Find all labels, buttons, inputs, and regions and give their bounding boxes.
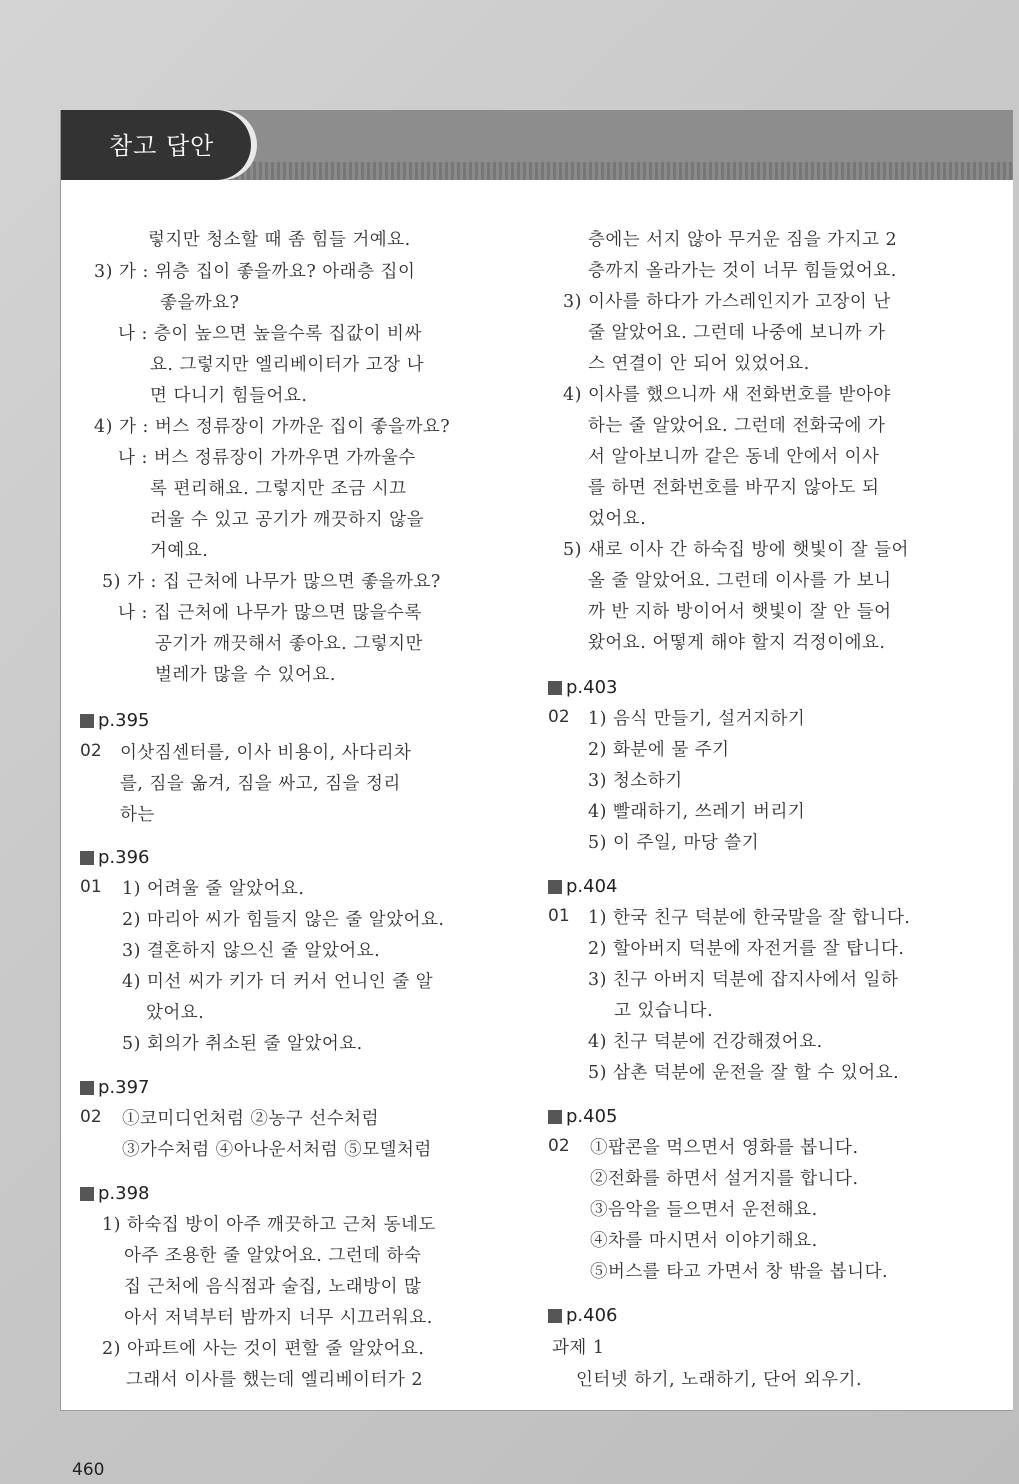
question-number: 02: [80, 1107, 102, 1127]
section-heading: [80, 710, 150, 731]
text-line: 를 하면 전화번호를 바꾸지 않아도 되: [588, 478, 880, 498]
text-line: 하는: [120, 805, 155, 825]
square-bullet-icon: [80, 851, 94, 865]
section-label: p.403: [566, 677, 618, 698]
text-line: 벌레가 많을 수 있어요.: [155, 665, 336, 685]
page-number: 460: [72, 1460, 105, 1480]
text-line: ①코미디언처럼 ②농구 선수처럼: [122, 1109, 379, 1129]
text-line: 3) 이사를 하다가 가스레인지가 고장이 난: [563, 292, 891, 312]
square-bullet-icon: [548, 1309, 562, 1323]
text-line: 4) 빨래하기, 쓰레기 버리기: [588, 802, 806, 822]
text-line: 아주 조용한 줄 알았어요. 그런데 하숙: [124, 1246, 422, 1266]
page-title: 참고 답안: [109, 132, 215, 160]
text-line: 줄 알았어요. 그런데 나중에 보니까 가: [588, 323, 886, 343]
question-number: 01: [548, 906, 570, 926]
text-line: 5) 이 주일, 마당 쓸기: [588, 833, 760, 853]
section-heading: [548, 876, 618, 897]
square-bullet-icon: [548, 880, 562, 894]
text-line: 1) 한국 친구 덕분에 한국말을 잘 합니다.: [588, 908, 911, 928]
text-line: 까 반 지하 방이어서 햇빛이 잘 안 들어: [588, 602, 892, 622]
section-heading: [548, 677, 618, 698]
text-line: 층에는 서지 않아 무거운 짐을 가지고 2: [588, 230, 898, 250]
task-label: 과제 1: [552, 1338, 605, 1358]
section-label: p.396: [98, 847, 150, 868]
text-line: 그래서 이사를 했는데 엘리베이터가 2: [126, 1370, 423, 1390]
text-line: ①팝콘을 먹으면서 영화를 봅니다.: [590, 1138, 859, 1158]
section-label: p.398: [98, 1183, 150, 1204]
text-line: 5) 새로 이사 간 하숙집 방에 햇빛이 잘 들어: [563, 540, 909, 560]
text-line: 러울 수 있고 공기가 깨끗하지 않을: [150, 510, 424, 530]
section-label: p.405: [566, 1106, 618, 1127]
square-bullet-icon: [80, 1187, 94, 1201]
text-line: 서 알아보니까 같은 동네 안에서 이사: [588, 447, 880, 467]
section-heading: [80, 1183, 150, 1204]
section-label: p.406: [566, 1305, 618, 1326]
text-line: 아서 저녁부터 밤까지 너무 시끄러워요.: [124, 1308, 433, 1328]
question-number: 02: [548, 1136, 570, 1156]
text-line: 나 : 집 근처에 나무가 많으면 많을수록: [118, 603, 422, 623]
text-line: 나 : 층이 높으면 높을수록 집값이 비싸: [118, 324, 422, 344]
text-line: 2) 마리아 씨가 힘들지 않은 줄 알았어요.: [122, 910, 445, 930]
square-bullet-icon: [548, 681, 562, 695]
section-label: p.395: [98, 710, 150, 731]
text-line: 하는 줄 알았어요. 그런데 전화국에 가: [588, 416, 886, 436]
text-line: 공기가 깨끗해서 좋아요. 그렇지만: [155, 634, 423, 654]
text-line: 나 : 버스 정류장이 가까우면 가까울수: [118, 448, 416, 468]
text-line: 올 줄 알았어요. 그런데 이사를 가 보니: [588, 571, 892, 591]
square-bullet-icon: [80, 1081, 94, 1095]
text-line: 록 편리해요. 그렇지만 조금 시끄: [150, 479, 407, 499]
section-heading: [80, 847, 150, 868]
text-line: 3) 친구 아버지 덕분에 잡지사에서 일하: [588, 970, 899, 990]
text-line: 4) 가 : 버스 정류장이 가까운 집이 좋을까요?: [94, 417, 451, 437]
text-line: 5) 회의가 취소된 줄 알았어요.: [122, 1034, 363, 1054]
section-heading: [548, 1305, 618, 1326]
text-line: 1) 하숙집 방이 아주 깨끗하고 근처 동네도: [102, 1215, 436, 1235]
text-line: 3) 가 : 위층 집이 좋을까요? 아래층 집이: [94, 262, 416, 282]
question-number: 02: [80, 741, 102, 761]
text-line: 2) 아파트에 사는 것이 편할 줄 알았어요.: [102, 1339, 425, 1359]
section-label: p.404: [566, 876, 618, 897]
question-number: 02: [548, 707, 570, 727]
text-line: ③음악을 들으면서 운전해요.: [590, 1200, 818, 1220]
text-line: ⑤버스를 타고 가면서 창 밖을 봅니다.: [590, 1262, 889, 1282]
text-line: 5) 삼촌 덕분에 운전을 잘 할 수 있어요.: [588, 1063, 900, 1083]
square-bullet-icon: [80, 714, 94, 728]
text-line: 왔어요. 어떻게 해야 할지 걱정이에요.: [588, 633, 886, 653]
square-bullet-icon: [548, 1110, 562, 1124]
section-label: p.397: [98, 1077, 150, 1098]
text-line: ③가수처럼 ④아나운서처럼 ⑤모델처럼: [122, 1140, 432, 1160]
text-line: 2) 할아버지 덕분에 자전거를 잘 탑니다.: [588, 939, 905, 959]
text-line: 고 있습니다.: [614, 1001, 714, 1021]
header-bar: [61, 110, 1013, 180]
question-number: 01: [80, 877, 102, 897]
text-line: 5) 가 : 집 근처에 나무가 많으면 좋을까요?: [102, 572, 441, 592]
text-line: 1) 음식 만들기, 설거지하기: [588, 709, 806, 729]
text-line: ④차를 마시면서 이야기해요.: [590, 1231, 818, 1251]
text-line: 면 다니기 힘들어요.: [150, 386, 308, 406]
text-line: 집 근처에 음식점과 술집, 노래방이 많: [124, 1277, 422, 1297]
text-line: 2) 화분에 물 주기: [588, 740, 730, 760]
section-heading: [80, 1077, 150, 1098]
text-line: 었어요.: [588, 509, 647, 529]
section-heading: [548, 1106, 618, 1127]
text-line: 층까지 올라가는 것이 너무 힘들었어요.: [588, 261, 897, 281]
text-line: ②전화를 하면서 설거지를 합니다.: [590, 1169, 859, 1189]
text-line: 3) 청소하기: [588, 771, 683, 791]
text-line: 를, 짐을 옮겨, 짐을 싸고, 짐을 정리: [120, 774, 401, 794]
text-line: 인터넷 하기, 노래하기, 단어 외우기.: [576, 1370, 863, 1390]
text-line: 렇지만 청소할 때 좀 힘들 거예요.: [148, 230, 411, 250]
text-line: 1) 어려울 줄 알았어요.: [122, 879, 305, 899]
text-line: 았어요.: [146, 1003, 205, 1023]
text-line: 거예요.: [150, 541, 209, 561]
text-line: 스 연결이 안 되어 있었어요.: [588, 354, 810, 374]
text-line: 요. 그렇지만 엘리베이터가 고장 나: [150, 355, 424, 375]
text-line: 이삿짐센터를, 이사 비용이, 사다리차: [120, 743, 412, 763]
text-line: 4) 이사를 했으니까 새 전화번호를 받아야: [563, 385, 891, 405]
text-line: 3) 결혼하지 않으신 줄 알았어요.: [122, 941, 381, 961]
text-line: 4) 미선 씨가 키가 더 커서 언니인 줄 알: [122, 972, 434, 992]
header-tab: [61, 110, 251, 180]
text-line: 4) 친구 덕분에 건강해졌어요.: [588, 1032, 823, 1052]
text-line: 좋을까요?: [160, 293, 240, 313]
